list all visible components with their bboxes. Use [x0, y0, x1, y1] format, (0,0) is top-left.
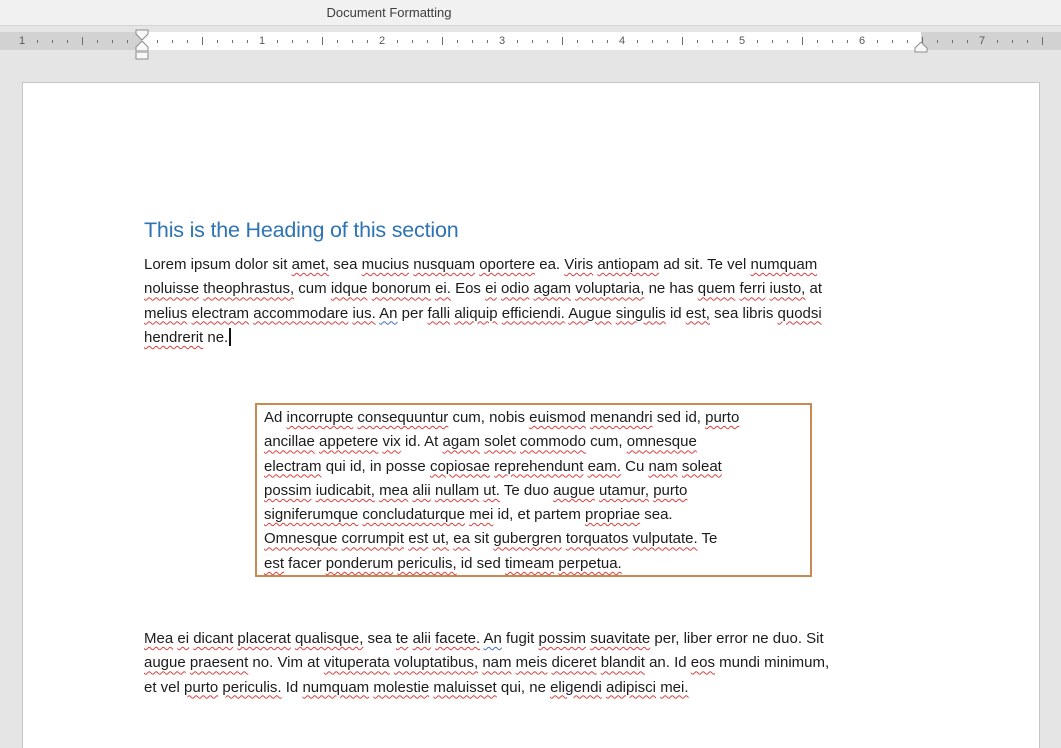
text-run: mei — [469, 506, 494, 524]
text-box-paragraph[interactable] — [264, 406, 803, 576]
ruler-tick — [232, 40, 233, 43]
text-run: ponderum — [325, 554, 394, 572]
text-line — [264, 479, 803, 503]
left-indent-marker[interactable] — [135, 52, 150, 61]
text-run: id. At — [400, 433, 443, 451]
text-run: eligendi — [550, 678, 602, 696]
text-run: accommodare — [253, 304, 349, 322]
text-run: oportere — [479, 256, 536, 273]
ruler-tick — [952, 40, 953, 43]
ruler-tick — [1042, 37, 1043, 45]
ruler-tick — [52, 40, 53, 43]
text-run: ferri — [739, 280, 766, 298]
text-run: ea. — [535, 256, 565, 273]
text-run: electram — [264, 457, 322, 475]
text-run: vulputate. — [632, 530, 698, 548]
text-run: commodo — [520, 433, 586, 451]
text-run: molestie — [373, 678, 430, 696]
text-run: nam — [648, 457, 678, 475]
ruler-tick — [187, 40, 188, 43]
ruler-tick — [712, 40, 713, 43]
ruler-tick — [82, 37, 83, 45]
text-line — [264, 552, 803, 576]
text-run: amet, — [291, 256, 330, 273]
text-run: propriae — [585, 506, 641, 524]
text-run: meis — [515, 654, 548, 672]
first-line-indent-marker[interactable] — [135, 29, 150, 41]
text-run: est — [264, 554, 285, 572]
ruler-number: 3 — [498, 35, 506, 47]
text-run: consequuntur — [357, 409, 449, 426]
text-run: praesent — [189, 654, 249, 672]
text-run: Viris — [564, 256, 594, 273]
text-run: noluisse — [144, 280, 200, 298]
text-run: eam. — [587, 457, 621, 475]
text-run: ei — [177, 630, 190, 647]
right-indent-marker[interactable] — [914, 42, 929, 53]
text-run: Eos — [450, 280, 486, 298]
text-run: dicant — [193, 630, 234, 647]
ruler-tick — [652, 40, 653, 43]
text-run: cum, — [585, 433, 627, 451]
text-run: Ad — [264, 409, 287, 426]
text-run: facer — [284, 554, 326, 572]
text-run: utamur, — [598, 481, 650, 499]
text-run: suavitate — [590, 630, 651, 647]
ruler-tick — [172, 40, 173, 43]
text-line — [264, 503, 803, 527]
text-run: periculis. — [222, 678, 282, 696]
text-box[interactable] — [255, 403, 812, 577]
ruler-tick — [787, 40, 788, 43]
ruler-tick — [907, 40, 908, 43]
text-run: ut. — [483, 481, 500, 499]
ruler-tick — [637, 40, 638, 43]
text-run: ne. — [203, 328, 229, 346]
ruler-tick — [247, 40, 248, 43]
text-run: Omnesque — [264, 530, 338, 548]
text-run: cum — [294, 280, 331, 298]
text-run: ei — [485, 280, 497, 298]
section-heading: This is the Heading of this section — [144, 218, 459, 242]
text-line — [144, 302, 928, 326]
text-run: est, — [685, 304, 710, 322]
text-run: nusquam — [413, 256, 476, 273]
text-run: singulis — [615, 304, 666, 322]
ruler-tick — [397, 40, 398, 43]
text-run: nam — [482, 654, 512, 672]
text-run: theophrastus, — [203, 280, 295, 298]
text-run: periculis, — [397, 554, 457, 572]
text-run: voluptatibus, — [393, 654, 479, 672]
ruler-tick — [757, 40, 758, 43]
text-run: purto — [653, 481, 688, 499]
text-run: perpetua. — [558, 554, 622, 572]
ruler-tick — [472, 40, 473, 43]
text-run: at — [805, 280, 823, 298]
text-line — [144, 326, 928, 350]
text-run: electram — [191, 304, 250, 322]
ruler-number: 7 — [978, 35, 986, 47]
text-run: adipisci — [605, 678, 657, 696]
ruler-tick — [817, 40, 818, 43]
text-run: appetere — [319, 433, 379, 451]
text-run: vix — [382, 433, 401, 451]
ruler-tick — [367, 40, 368, 43]
text-run: falli — [427, 304, 451, 322]
text-run: euismod — [529, 409, 586, 426]
text-run: sed id, — [652, 409, 706, 426]
ruler-tick — [1027, 40, 1028, 43]
text-run: facete. — [435, 630, 481, 647]
ruler-tick — [1012, 40, 1013, 43]
ruler-tick — [577, 40, 578, 43]
text-run: an. Id — [644, 654, 691, 672]
text-run: augue — [144, 654, 186, 672]
text-run: diceret — [551, 654, 597, 672]
ruler-tick — [457, 40, 458, 43]
ruler-tick — [547, 40, 548, 43]
text-run: id — [665, 304, 686, 322]
text-run: ad sit. Te vel — [659, 256, 751, 273]
text-run: et vel — [144, 678, 185, 696]
text-run: gubergren — [493, 530, 562, 548]
text-run: antiopam — [597, 256, 660, 273]
ruler-tick — [67, 40, 68, 43]
text-run: sea — [329, 256, 362, 273]
ruler-tick — [322, 37, 323, 45]
ruler-tick — [277, 40, 278, 43]
ruler-number: 2 — [378, 35, 386, 47]
paragraph-1[interactable] — [144, 253, 928, 350]
text-run: sea. — [640, 506, 673, 524]
text-run: augue — [553, 481, 595, 499]
ruler-tick — [412, 40, 413, 43]
ruler-number: 4 — [618, 35, 626, 47]
text-run: ut, — [432, 530, 450, 548]
text-run: aliquip — [454, 304, 498, 322]
text-run: possim — [538, 630, 587, 647]
text-run: no. Vim at — [248, 654, 324, 672]
ribbon-bottom-strip — [0, 0, 1061, 26]
ruler-tick — [727, 40, 728, 43]
text-line — [144, 627, 928, 651]
ruler-tick — [292, 40, 293, 43]
ruler-tick — [157, 40, 158, 43]
text-run: bonorum — [371, 280, 431, 298]
text-run: torquatos — [565, 530, 629, 548]
ruler-tick — [967, 40, 968, 43]
text-run: numquam — [302, 678, 370, 696]
text-run: eos — [690, 654, 715, 672]
text-run: id sed — [456, 554, 505, 572]
text-run: purto — [184, 678, 219, 696]
text-run: per, liber error ne duo. Sit — [650, 630, 824, 647]
ruler-tick — [847, 40, 848, 43]
ruler-tick — [442, 37, 443, 45]
ruler-number: 1 — [258, 35, 266, 47]
text-line — [144, 651, 928, 675]
text-run: qualisque, — [294, 630, 364, 647]
text-run: iusto, — [769, 280, 806, 298]
text-run: iudicabit, — [315, 481, 375, 499]
ruler-tick — [802, 37, 803, 45]
text-run: alii — [412, 630, 431, 647]
text-run: mucius — [361, 256, 410, 273]
text-line — [264, 455, 803, 479]
text-run: fugit — [501, 630, 539, 647]
text-run: idque — [330, 280, 368, 298]
text-run: qui id, in posse — [321, 457, 430, 475]
text-run: An — [483, 630, 502, 647]
ruler-tick — [352, 40, 353, 43]
text-run: qui, ne — [496, 678, 551, 696]
text-run: sea libris — [709, 304, 778, 322]
ruler-tick — [112, 40, 113, 43]
text-run: per — [397, 304, 428, 322]
ruler-number: 5 — [738, 35, 746, 47]
ruler-tick — [697, 40, 698, 43]
text-run: ea — [453, 530, 470, 548]
ruler-tick — [592, 40, 593, 43]
ruler-tick — [892, 40, 893, 43]
ruler-number: 6 — [858, 35, 866, 47]
text-line — [144, 676, 928, 700]
text-run: odio — [500, 280, 530, 298]
ruler-tick — [937, 40, 938, 43]
ruler-tick — [427, 40, 428, 43]
ruler-tick — [127, 40, 128, 43]
ruler-tick — [682, 37, 683, 45]
ruler-tick — [772, 40, 773, 43]
text-run: vituperata — [323, 654, 390, 672]
text-run: numquam — [750, 256, 818, 273]
text-run: alii — [412, 481, 431, 499]
text-run: agam — [442, 433, 481, 451]
text-cursor — [229, 328, 231, 346]
ruler-tick — [487, 40, 488, 43]
text-run: sea — [363, 630, 396, 647]
text-run: id, et partem — [493, 506, 586, 524]
text-run: mea — [379, 481, 409, 499]
text-run: nullam — [434, 481, 480, 499]
ruler-tick — [97, 40, 98, 43]
text-run: maluisset — [433, 678, 497, 696]
text-run: reprehendunt — [494, 457, 584, 475]
text-line — [264, 430, 803, 454]
ruler-tick — [532, 40, 533, 43]
text-run: menandri — [590, 409, 653, 426]
ruler-tick — [217, 40, 218, 43]
text-run: blandit — [600, 654, 645, 672]
text-run: copiosae — [429, 457, 490, 475]
text-run: ancillae — [264, 433, 315, 451]
text-line — [264, 527, 803, 551]
text-run: purto — [705, 409, 740, 426]
text-run: efficiendi. — [501, 304, 565, 322]
ruler-tick — [517, 40, 518, 43]
document-page[interactable] — [22, 82, 1040, 748]
text-run: est — [408, 530, 429, 548]
ribbon-group-label: Document Formatting — [326, 5, 452, 20]
ruler-tick — [607, 40, 608, 43]
text-run: quodsi — [777, 304, 822, 322]
text-run: Te duo — [499, 481, 554, 499]
text-run: corrumpit — [341, 530, 405, 548]
ruler-tick — [307, 40, 308, 43]
text-run: sit — [469, 530, 494, 548]
ruler-tick — [667, 40, 668, 43]
text-run: quem — [697, 280, 736, 298]
text-run: mundi minimum, — [714, 654, 830, 672]
text-run: voluptaria, — [575, 280, 645, 298]
text-run: ne has — [644, 280, 698, 298]
text-line — [264, 406, 803, 430]
text-run: cum, nobis — [448, 409, 530, 426]
text-run: solet — [484, 433, 516, 451]
ruler-tick — [202, 37, 203, 45]
text-run: timeam — [504, 554, 555, 572]
text-line — [144, 253, 928, 277]
ruler-tick — [37, 40, 38, 43]
text-line — [144, 277, 928, 301]
ruler-tick — [832, 40, 833, 43]
text-run: ius. — [352, 304, 376, 322]
paragraph-2[interactable] — [144, 627, 928, 700]
text-run: signiferumque — [264, 506, 359, 524]
ruler-tick — [997, 40, 998, 43]
text-run: Augue — [568, 304, 612, 322]
ruler-number: 1 — [18, 35, 26, 47]
text-run: concludaturque — [362, 506, 465, 524]
hanging-indent-marker[interactable] — [135, 41, 150, 52]
text-run: Te — [697, 530, 718, 548]
text-run: agam — [533, 280, 572, 298]
text-run: te — [395, 630, 409, 647]
text-run: Lorem ipsum dolor sit — [144, 256, 292, 273]
text-run: An — [379, 304, 398, 322]
ruler-band[interactable] — [0, 32, 1061, 50]
text-run: Mea — [144, 630, 174, 647]
text-run: ei. — [435, 280, 451, 298]
ruler-tick — [877, 40, 878, 43]
text-run: mei. — [660, 678, 689, 696]
ruler-tick — [562, 37, 563, 45]
text-run: Id — [281, 678, 303, 696]
text-run: incorrupte — [286, 409, 354, 426]
text-run: placerat — [237, 630, 291, 647]
text-run: Cu — [620, 457, 649, 475]
horizontal-ruler[interactable] — [0, 27, 1061, 58]
text-run: omnesque — [626, 433, 697, 451]
ruler-tick — [337, 40, 338, 43]
text-run: melius — [144, 304, 188, 322]
text-run: hendrerit — [144, 328, 204, 346]
text-run: soleat — [681, 457, 722, 475]
text-run: possim — [264, 481, 312, 499]
